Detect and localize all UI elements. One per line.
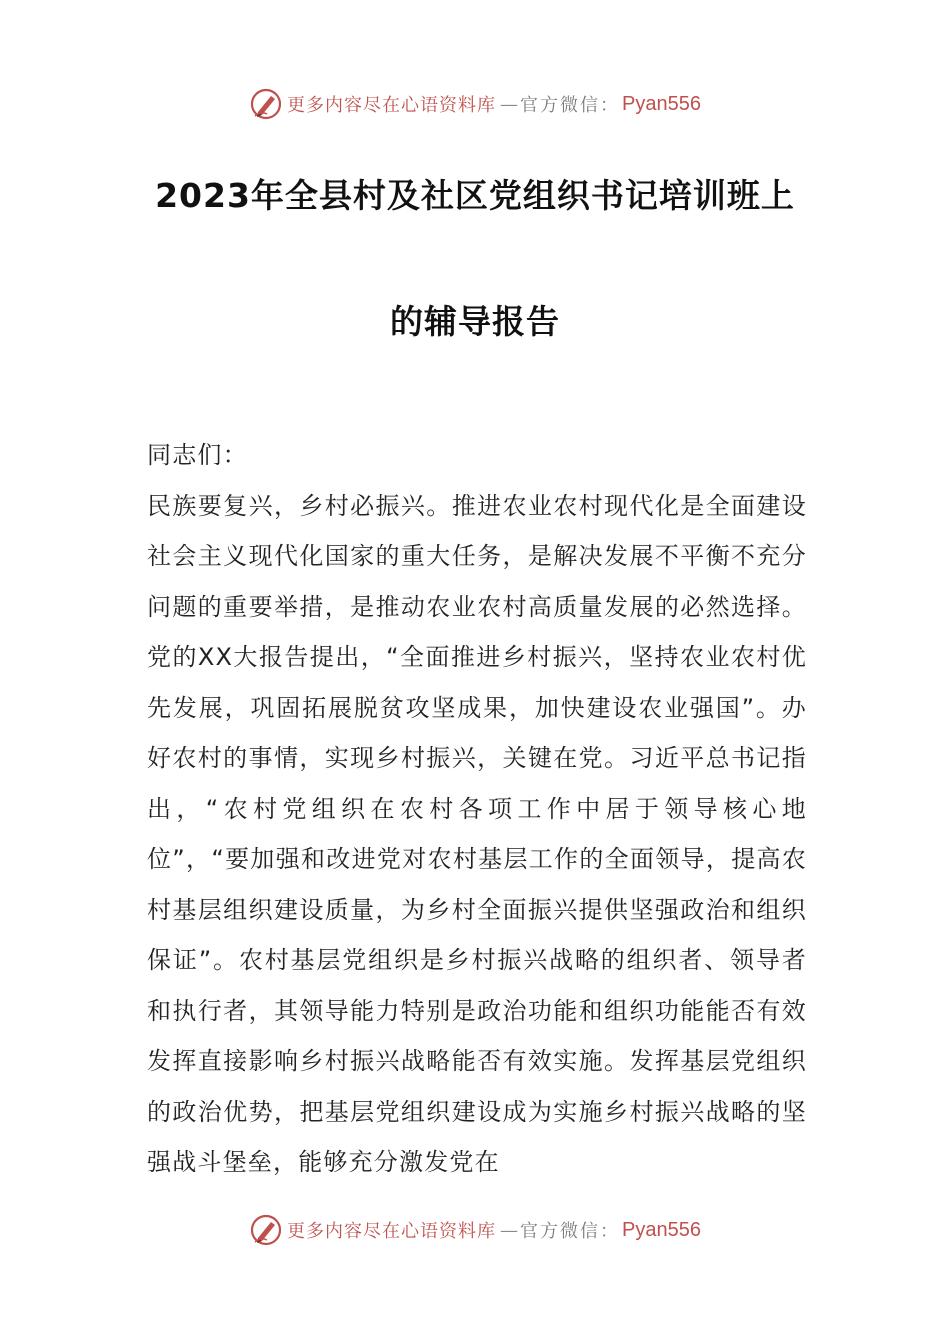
banner-wechat-id: Pyan556 — [622, 92, 701, 115]
pen-logo-icon — [249, 87, 283, 121]
body-paragraph: 民族要复兴，乡村必振兴。推进农业农村现代化是全面建设社会主义现代化国家的重大任务，是解决发展不平衡不充分问题的重要举措，是推动农业农村高质量发展的必然选择。党的XX大报告提出，“全面推进乡村振兴，坚持农业农村优先发展，巩固拓展脱贫攻坚成果，加快建设农业强国”。办好农村的事情，实现乡村振兴，关键在党。习近平总书记指出，“农村党组织在农村各项工作中居于领导核心地位”，“要加强和改进党对农村基层工作的全面领导，提高农村基层组织建设质量，为乡村全面振兴提供坚强政治和组织保证”。农村基层党组织是乡村振兴战略的组织者、领导者和执行者，其领导能力特别是政治功能和组织功能能否有效发挥直接影响乡村振兴战略能否有效实施。发挥基层党组织的政治优势，把基层党组织建设成为实施乡村振兴战略的坚强战斗堡垒，能够充分激发党在 — [147, 491, 807, 1176]
footer-banner — [0, 1210, 950, 1250]
banner-dash: — — [500, 1219, 517, 1241]
header-banner — [0, 84, 950, 124]
pen-logo-icon — [249, 1213, 283, 1247]
banner-site-text: 更多内容尽在心语资料库 — [287, 95, 497, 116]
banner-dash: — — [500, 93, 517, 115]
document-title-line2: 的辅导报告 — [390, 302, 560, 341]
banner-wechat-id: Pyan556 — [622, 1218, 701, 1241]
banner-official-text: 官方微信： — [520, 95, 621, 116]
document-body — [147, 430, 807, 1188]
document-title-line1: 2023年全县村及社区党组织书记培训班上 — [155, 176, 795, 215]
salutation: 同志们： — [147, 441, 248, 469]
banner-official-text: 官方微信： — [520, 1221, 621, 1242]
banner-site-text: 更多内容尽在心语资料库 — [287, 1221, 497, 1242]
